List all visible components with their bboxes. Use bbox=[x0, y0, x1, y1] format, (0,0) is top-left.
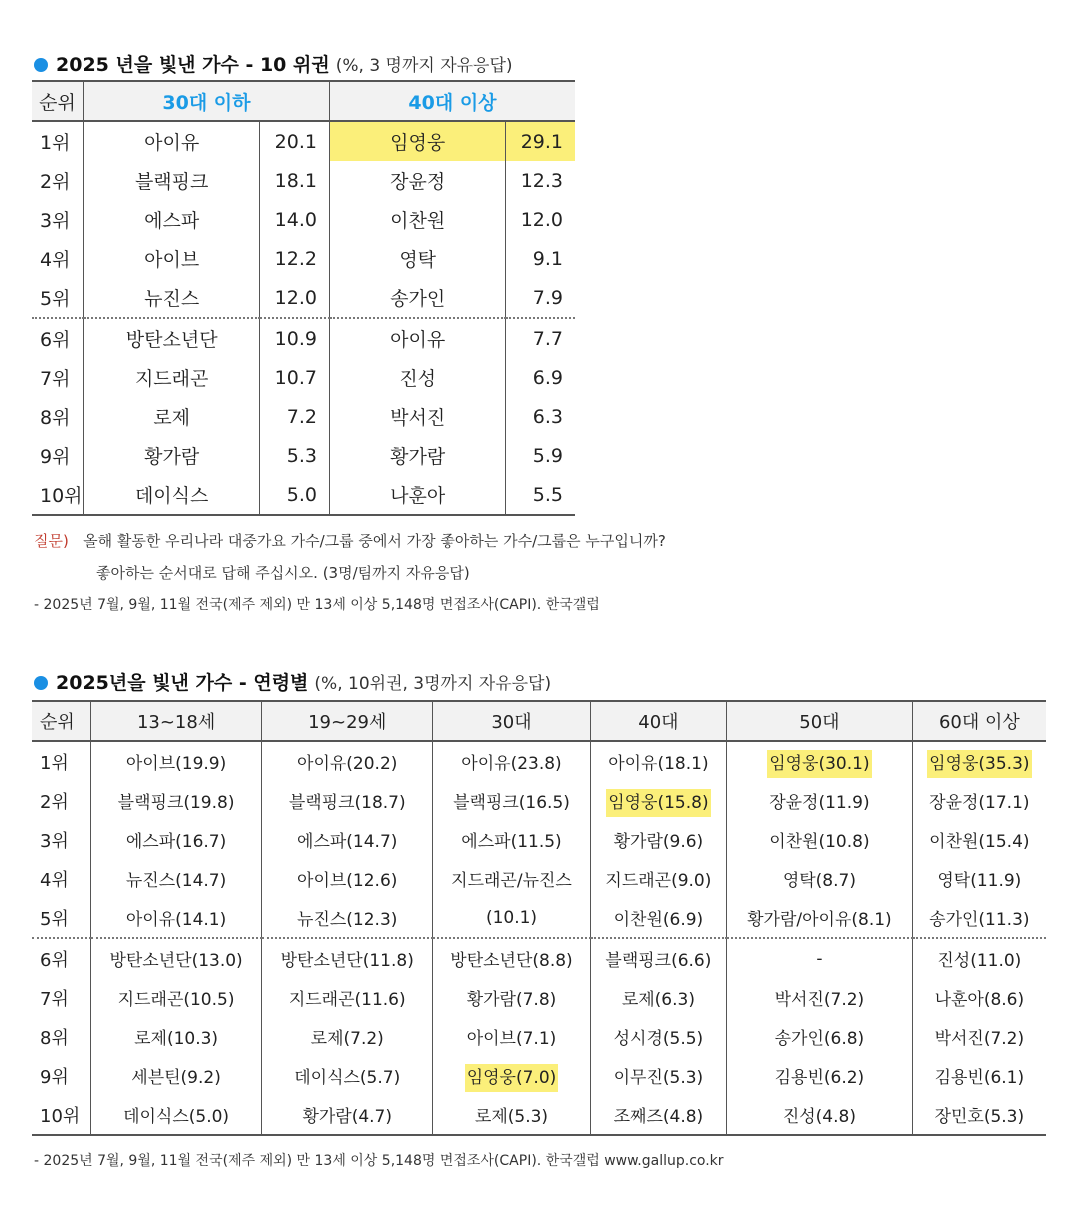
highlighted-singer: 임영웅(7.0) bbox=[465, 1064, 559, 1092]
table-row bbox=[32, 436, 575, 475]
section1-title: 2025 년을 빛낸 가수 - 10 위권 (%, 3 명까지 자유응답) bbox=[34, 50, 513, 77]
group1-value-cell: 12.2 bbox=[260, 239, 330, 278]
singer-cell: 에스파(11.5) bbox=[433, 820, 590, 859]
singer-cell: 아이유(23.8) bbox=[433, 741, 590, 781]
singer-cell: 김용빈(6.1) bbox=[934, 1068, 1025, 1088]
rank-cell: 8위 bbox=[32, 1017, 91, 1056]
table-row bbox=[32, 978, 1046, 1017]
top10-table-by-age bbox=[32, 700, 1046, 1136]
source-note-2: - 2025년 7월, 9월, 11월 전국(제주 제외) 만 13세 이상 5,148명 면접조사(CAPI). 한국갤럽 www.gallup.co.kr bbox=[34, 1153, 724, 1169]
singer-cell: 블랙핑크(18.7) bbox=[262, 781, 433, 820]
table-row bbox=[32, 1095, 1046, 1135]
rank-cell: 2위 bbox=[32, 161, 83, 200]
singer-cell: 에스파(14.7) bbox=[262, 820, 433, 859]
header-age-group: 60대 이상 bbox=[912, 701, 1046, 741]
singer-cell: 황가람(7.8) bbox=[433, 978, 590, 1017]
group2-value-cell: 12.0 bbox=[506, 200, 575, 239]
singer-cell: 영탁(11.9) bbox=[937, 871, 1022, 891]
rank-cell: 6위 bbox=[32, 938, 91, 978]
table-row bbox=[32, 938, 1046, 978]
header-age-group: 50대 bbox=[727, 701, 913, 741]
singer-cell: 영탁(8.7) bbox=[727, 859, 913, 898]
group1-value-cell: 10.7 bbox=[260, 358, 330, 397]
singer-cell: 로제(10.3) bbox=[91, 1017, 262, 1056]
group2-value-cell: 6.9 bbox=[506, 358, 575, 397]
singer-cell: - bbox=[727, 938, 913, 978]
group1-value-cell: 7.2 bbox=[260, 397, 330, 436]
group2-name-cell: 이찬원 bbox=[390, 210, 446, 232]
header-age-group: 40대 bbox=[590, 701, 726, 741]
group1-name-cell: 에스파 bbox=[144, 210, 200, 232]
rank-cell: 7위 bbox=[32, 978, 91, 1017]
table-row bbox=[32, 781, 1046, 820]
table-row bbox=[32, 358, 575, 397]
section2-title: 2025년을 빛낸 가수 - 연령별 (%, 10위권, 3명까지 자유응답) bbox=[34, 668, 551, 695]
singer-cell: 방탄소년단(13.0) bbox=[91, 938, 262, 978]
singer-cell bbox=[727, 741, 913, 781]
group1-name-cell: 로제 bbox=[153, 407, 191, 429]
rank-cell: 10위 bbox=[32, 1095, 91, 1135]
rank-cell: 10위 bbox=[32, 475, 83, 515]
rank-cell: 9위 bbox=[32, 1056, 91, 1095]
group2-value-cell: 9.1 bbox=[506, 239, 575, 278]
table-row bbox=[32, 741, 1046, 781]
singer-cell: 나훈아(8.6) bbox=[934, 990, 1025, 1010]
rank-cell: 9위 bbox=[32, 436, 83, 475]
singer-cell: 아이브(12.6) bbox=[262, 859, 433, 898]
singer-cell: 아이유(14.1) bbox=[91, 898, 262, 938]
singer-cell: 지드래곤/뉴진스 bbox=[433, 859, 590, 898]
group1-value-cell: 10.9 bbox=[260, 318, 330, 358]
singer-cell: 장윤정(17.1) bbox=[929, 793, 1030, 813]
bullet-dot-icon bbox=[34, 676, 48, 690]
group1-name-cell: 뉴진스 bbox=[83, 278, 259, 318]
table-row bbox=[32, 278, 575, 318]
group2-name-cell: 영탁 bbox=[399, 249, 437, 271]
singer-cell: 방탄소년단(8.8) bbox=[433, 938, 590, 978]
rank-cell: 3위 bbox=[32, 820, 91, 859]
group2-name-cell: 아이유 bbox=[390, 329, 446, 351]
singer-cell: 뉴진스(14.7) bbox=[91, 859, 262, 898]
singer-cell: 데이식스(5.0) bbox=[91, 1095, 262, 1135]
question-note-line2: 좋아하는 순서대로 답해 주십시오. (3명/팀까지 자유응답) bbox=[96, 564, 470, 582]
group1-value-cell: 14.0 bbox=[260, 200, 330, 239]
group2-value-cell: 12.3 bbox=[506, 161, 575, 200]
header-age-group: 30대 bbox=[433, 701, 590, 741]
group2-name-cell: 나훈아 bbox=[329, 475, 505, 515]
singer-cell: 아이유(20.2) bbox=[262, 741, 433, 781]
highlighted-singer: 임영웅(15.8) bbox=[606, 789, 710, 817]
rank-cell: 2위 bbox=[32, 781, 91, 820]
singer-cell: 장윤정(11.9) bbox=[727, 781, 913, 820]
rank-cell: 7위 bbox=[32, 358, 83, 397]
table-row bbox=[32, 859, 1046, 898]
table-row bbox=[32, 397, 575, 436]
group1-value-cell: 20.1 bbox=[260, 121, 330, 161]
rank-cell: 1위 bbox=[32, 121, 83, 161]
rank-cell: 1위 bbox=[32, 741, 91, 781]
group2-value-cell: 7.9 bbox=[506, 278, 575, 318]
singer-cell: 이찬원(6.9) bbox=[590, 898, 726, 938]
group2-value-cell: 5.5 bbox=[506, 475, 575, 515]
header-group-under30: 30대 이하 bbox=[83, 81, 329, 121]
singer-cell: 조째즈(4.8) bbox=[590, 1095, 726, 1135]
table-row bbox=[32, 239, 575, 278]
group1-name-cell: 아이유 bbox=[144, 132, 200, 154]
singer-cell bbox=[433, 1056, 590, 1095]
group1-name-cell: 지드래곤 bbox=[134, 368, 209, 390]
group1-value-cell: 12.0 bbox=[260, 278, 330, 318]
top10-table-by-group bbox=[32, 80, 575, 516]
singer-cell: 로제(5.3) bbox=[433, 1095, 590, 1135]
bullet-dot-icon bbox=[34, 58, 48, 72]
singer-cell: 진성(11.0) bbox=[937, 951, 1022, 971]
group2-name-cell: 송가인 bbox=[329, 278, 505, 318]
singer-cell: 박서진(7.2) bbox=[727, 978, 913, 1017]
group1-value-cell: 18.1 bbox=[260, 161, 330, 200]
singer-cell: 김용빈(6.2) bbox=[727, 1056, 913, 1095]
singer-cell: 지드래곤(9.0) bbox=[590, 859, 726, 898]
rank-cell: 4위 bbox=[32, 239, 83, 278]
group2-name-cell: 진성 bbox=[399, 368, 437, 390]
rank-cell: 5위 bbox=[32, 898, 91, 938]
question-note: 질문) 올해 활동한 우리나라 대중가요 가수/그룹 중에서 가장 좋아하는 가수/그룹은 누구입니까? bbox=[34, 532, 666, 550]
source-note-1: - 2025년 7월, 9월, 11월 전국(제주 제외) 만 13세 이상 5,148명 면접조사(CAPI). 한국갤럽 bbox=[34, 597, 600, 613]
group1-name-cell: 데이식스 bbox=[83, 475, 259, 515]
singer-cell: 황가람(9.6) bbox=[590, 820, 726, 859]
group1-name-cell: 블랙핑크 bbox=[134, 171, 209, 193]
header-rank: 순위 bbox=[32, 701, 91, 741]
singer-cell: 방탄소년단(11.8) bbox=[262, 938, 433, 978]
group1-value-cell: 5.3 bbox=[260, 436, 330, 475]
singer-cell: 성시경(5.5) bbox=[590, 1017, 726, 1056]
table-row bbox=[32, 475, 575, 515]
group2-name-cell: 임영웅 bbox=[329, 121, 505, 161]
table-row bbox=[32, 898, 1046, 938]
singer-cell: 박서진(7.2) bbox=[934, 1029, 1025, 1049]
table-row bbox=[32, 318, 575, 358]
singer-cell: 황가람/아이유(8.1) bbox=[727, 898, 913, 938]
singer-cell: 블랙핑크(6.6) bbox=[590, 938, 726, 978]
singer-cell: 에스파(16.7) bbox=[91, 820, 262, 859]
singer-cell: 황가람(4.7) bbox=[262, 1095, 433, 1135]
group1-name-cell: 황가람 bbox=[144, 446, 200, 468]
group1-value-cell: 5.0 bbox=[260, 475, 330, 515]
group2-name-cell: 황가람 bbox=[390, 446, 446, 468]
header-age-group: 13~18세 bbox=[91, 701, 262, 741]
singer-cell: 블랙핑크(16.5) bbox=[433, 781, 590, 820]
singer-cell: 장민호(5.3) bbox=[912, 1095, 1046, 1135]
table-row bbox=[32, 1056, 1046, 1095]
header-rank: 순위 bbox=[32, 81, 83, 121]
rank-cell: 8위 bbox=[32, 397, 83, 436]
table-row bbox=[32, 121, 575, 161]
rank-cell: 5위 bbox=[32, 278, 83, 318]
highlighted-singer: 임영웅(35.3) bbox=[927, 750, 1031, 778]
group1-name-cell: 아이브 bbox=[144, 249, 200, 271]
singer-cell: 이무진(5.3) bbox=[590, 1056, 726, 1095]
group1-name-cell: 방탄소년단 bbox=[125, 329, 218, 351]
singer-cell bbox=[912, 741, 1046, 781]
singer-cell: 로제(7.2) bbox=[262, 1017, 433, 1056]
singer-cell: 송가인(11.3) bbox=[912, 898, 1046, 938]
singer-cell: 송가인(6.8) bbox=[727, 1017, 913, 1056]
table-row bbox=[32, 820, 1046, 859]
rank-cell: 6위 bbox=[32, 318, 83, 358]
singer-cell: 블랙핑크(19.8) bbox=[91, 781, 262, 820]
singer-cell bbox=[590, 781, 726, 820]
group2-name-cell: 박서진 bbox=[390, 407, 446, 429]
singer-cell: 뉴진스(12.3) bbox=[262, 898, 433, 938]
singer-cell: 로제(6.3) bbox=[590, 978, 726, 1017]
singer-cell: 지드래곤(10.5) bbox=[91, 978, 262, 1017]
group2-value-cell: 7.7 bbox=[506, 318, 575, 358]
singer-cell: 이찬원(10.8) bbox=[727, 820, 913, 859]
singer-cell: (10.1) bbox=[433, 898, 590, 938]
singer-cell: 아이브(7.1) bbox=[433, 1017, 590, 1056]
singer-cell: 아이유(18.1) bbox=[590, 741, 726, 781]
group2-value-cell: 29.1 bbox=[506, 121, 575, 161]
singer-cell: 지드래곤(11.6) bbox=[262, 978, 433, 1017]
header-group-over40: 40대 이상 bbox=[329, 81, 575, 121]
header-age-group: 19~29세 bbox=[262, 701, 433, 741]
singer-cell: 진성(4.8) bbox=[727, 1095, 913, 1135]
table-row bbox=[32, 1017, 1046, 1056]
table-row bbox=[32, 161, 575, 200]
singer-cell: 아이브(19.9) bbox=[91, 741, 262, 781]
group2-value-cell: 5.9 bbox=[506, 436, 575, 475]
rank-cell: 4위 bbox=[32, 859, 91, 898]
singer-cell: 데이식스(5.7) bbox=[262, 1056, 433, 1095]
singer-cell: 이찬원(15.4) bbox=[929, 832, 1030, 852]
group2-value-cell: 6.3 bbox=[506, 397, 575, 436]
table-row bbox=[32, 200, 575, 239]
highlighted-singer: 임영웅(30.1) bbox=[767, 750, 871, 778]
group2-name-cell: 장윤정 bbox=[390, 171, 446, 193]
rank-cell: 3위 bbox=[32, 200, 83, 239]
singer-cell: 세븐틴(9.2) bbox=[91, 1056, 262, 1095]
